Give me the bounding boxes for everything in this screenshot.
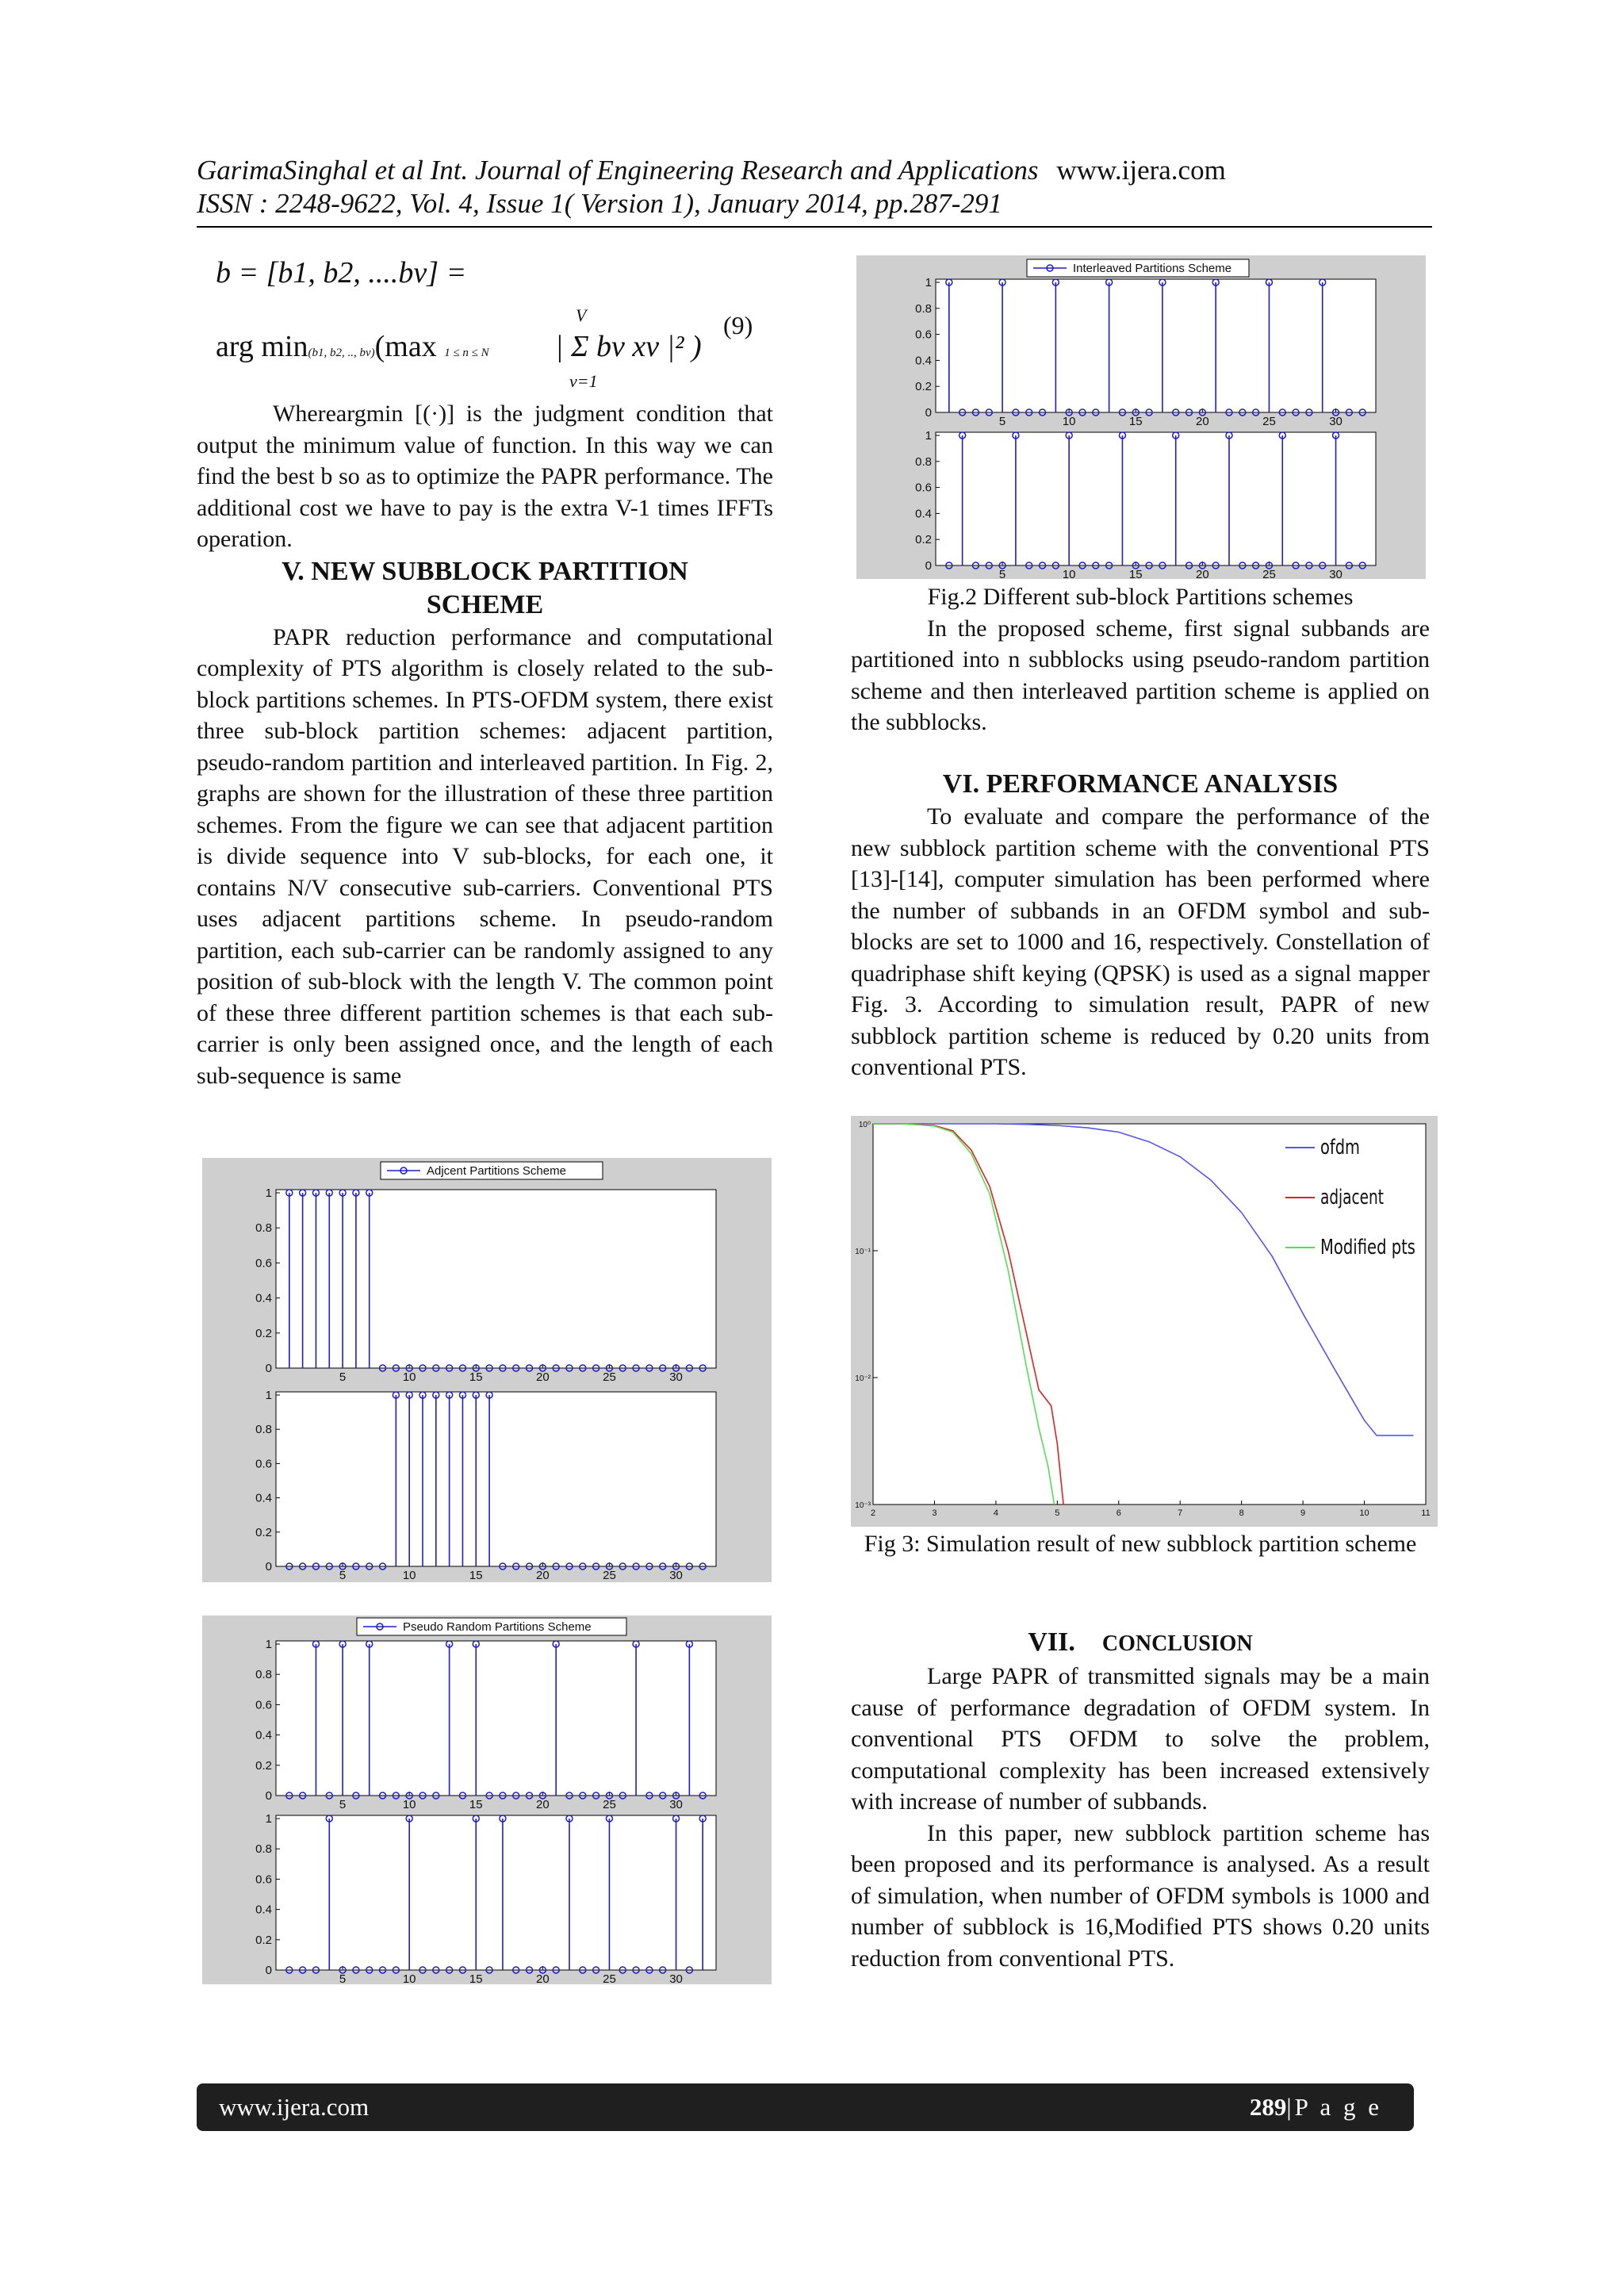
subplot-axes [276,1392,716,1566]
legend-label: Interleaved Partitions Scheme [1073,262,1232,275]
y-tick-label: 0.6 [255,1872,272,1887]
x-tick-label: 20 [536,1972,550,1984]
y-tick-label: 0.2 [255,1326,272,1340]
x-tick-label: 3 [932,1508,937,1518]
issn-line: ISSN : 2248-9622, Vol. 4, Issue 1( Version 1), January 2014, pp.287-291 [197,188,1002,219]
x-tick-label: 10 [402,1569,416,1582]
x-tick-label: 25 [603,1798,616,1811]
subplot-axes [936,432,1376,565]
x-tick-label: 30 [1329,568,1342,579]
adjacent-stem-plot [202,1158,772,1582]
section-v-heading: V. NEW SUBBLOCK PARTITION SCHEME [282,556,688,619]
y-tick-label: 0.2 [915,380,932,394]
y-tick-label: 0.2 [915,533,932,547]
y-tick-label: 0.4 [255,1491,272,1505]
footer-url[interactable]: www.ijera.com [219,2093,370,2121]
x-tick-label: 7 [1178,1508,1183,1518]
x-tick-label: 10 [1062,415,1076,428]
x-tick-label: 30 [669,1370,683,1384]
x-tick-label: 15 [469,1798,483,1811]
x-tick-label: 10 [402,1798,416,1811]
x-tick-label: 25 [603,1972,616,1984]
page-label: |P a g e [1286,2093,1382,2121]
page-number: 289 [1249,2093,1287,2121]
x-tick-label: 15 [1128,568,1143,579]
x-tick-label: 10 [1359,1508,1369,1518]
right-column [851,581,1430,738]
y-tick-label: 0.6 [255,1256,272,1271]
y-tick-label: 1 [925,429,932,443]
x-tick-label: 5 [339,1370,347,1384]
y-tick-label: 10⁻² [855,1374,871,1383]
subplot-axes [276,1815,716,1970]
x-tick-label: 20 [536,1798,550,1811]
y-tick-label: 10⁻³ [855,1501,871,1510]
y-tick-label: 0.6 [255,1457,272,1471]
x-tick-label: 4 [993,1508,998,1518]
y-tick-label: 0.8 [915,301,932,316]
y-tick-label: 1 [265,1812,272,1826]
y-tick-label: 0.8 [255,1668,272,1682]
y-tick-label: 0.8 [255,1221,272,1236]
subplot-axes [276,1641,716,1796]
y-tick-label: 0.6 [915,481,932,495]
x-tick-label: 20 [536,1569,550,1582]
journal-header [197,155,1226,186]
x-tick-label: 10 [402,1370,416,1384]
y-tick-label: 0 [925,559,932,573]
paragraph-conclusion-2: In this paper, new subblock partition scheme has been proposed and its performance is analysed. As a result of simulation, when number of OFDM symbols is 1000 and number of subblock is 16,Modified PTS shows 0.20 units reduction from conventional PTS. [851,1819,1430,1972]
pseudo-random-stem-plot [202,1616,772,1984]
x-tick-label: 30 [669,1972,683,1984]
y-tick-label: 0.8 [255,1842,272,1857]
figure-adjacent [202,1158,772,1582]
x-tick-label: 20 [1196,568,1209,579]
y-tick-label: 1 [925,276,932,289]
x-tick-label: 5 [998,568,1006,579]
argmin-sub: (b1, b2, .., bv) [308,347,375,359]
y-tick-label: 0.2 [255,1758,272,1773]
x-tick-label: 25 [603,1569,616,1582]
y-tick-label: 0.4 [255,1728,272,1742]
sum-bottom: v=1 [569,371,598,391]
x-tick-label: 5 [998,415,1006,428]
x-tick-label: 5 [1055,1508,1060,1518]
y-tick-label: 0.6 [255,1698,272,1712]
x-tick-label: 15 [1128,415,1143,428]
x-tick-label: 25 [1262,568,1276,579]
sum-top: V [576,305,587,325]
equation-argmin [216,329,489,364]
y-tick-label: 0 [265,1964,272,1977]
max-sub: 1 ≤ n ≤ N [444,347,489,359]
y-tick-label: 10⁰ [858,1121,871,1129]
legend-label: Adjcent Partitions Scheme [427,1164,566,1178]
x-tick-label: 5 [339,1972,347,1984]
x-tick-label: 5 [339,1569,347,1582]
page-footer [197,2083,1414,2131]
x-tick-label: 2 [870,1508,876,1518]
y-tick-label: 1 [265,1186,272,1200]
paragraph-argmin: Whereargmin [(·)] is the judgment condition that output the minimum value of function. In this way we can find the best b so as to optimize the PAPR performance. The additional cost we have to pay is the extra V-1 times IFFTs operation. [197,401,773,552]
y-tick-label: 10⁻¹ [855,1248,871,1256]
subplot-axes [936,279,1376,412]
y-tick-label: 0 [265,1362,272,1375]
paragraph-performance: To evaluate and compare the performance of the new subblock partition scheme with the conventional PTS [13]-[14], computer simulation has been performed where the number of subbands in an OFDM symbol and sub- blocks are set to 1000 and 16, respectively. Constellation of quadriphase shift keying (QPSK) is used as a signal mapper Fig. 3. According to simulation result, PAPR of new subblock partition scheme is reduced by 0.20 units from conventional PTS. [851,803,1430,1080]
x-tick-label: 25 [1262,415,1276,428]
y-tick-label: 1 [265,1389,272,1402]
y-tick-label: 0.2 [255,1525,272,1539]
x-tick-label: 5 [339,1798,347,1811]
x-tick-label: 20 [1196,415,1209,428]
fig2-caption: Fig.2 Different sub-block Partitions schemes [927,584,1354,610]
section-vii-number: VII. [1028,1627,1075,1657]
fig3-caption-block [851,1528,1430,1560]
header-url[interactable]: www.ijera.com [1056,155,1226,186]
subplot-axes [276,1190,716,1368]
x-tick-label: 20 [536,1370,550,1384]
ccdf-line-chart [851,1116,1438,1527]
legend-label: Pseudo Random Partitions Scheme [403,1620,592,1634]
left-column-top [197,398,773,1091]
interleaved-stem-plot [856,255,1426,579]
figure-pseudo-random [202,1616,772,1984]
journal-title: GarimaSinghal et al Int. Journal of Engineering Research and Applications [197,155,1039,186]
x-tick-label: 30 [669,1569,683,1582]
equation-number: (9) [723,311,753,339]
y-tick-label: 0.6 [915,328,932,342]
section-vii-title: CONCLUSION [1101,1631,1253,1656]
legend-label: Modified pts [1320,1236,1415,1259]
paragraph-conclusion-1: Large PAPR of transmitted signals may be a main cause of performance degradation of OFDM system. In conventional PTS OFDM to solve the problem, computational complexity has been increased extensively with increase of number of subbands. [851,1663,1430,1815]
y-tick-label: 0 [265,1560,272,1573]
x-tick-label: 15 [469,1370,483,1384]
y-tick-label: 0.2 [255,1933,272,1947]
fig3-caption: Fig 3: Simulation result of new subblock partition scheme [864,1531,1417,1557]
x-tick-label: 15 [469,1569,483,1582]
section-vi-heading: VI. PERFORMANCE ANALYSIS [942,769,1339,799]
x-tick-label: 11 [1421,1508,1431,1518]
y-tick-label: 0.4 [255,1291,272,1305]
right-column-conclusion [851,1626,1430,1974]
y-tick-label: 0 [925,406,932,420]
x-tick-label: 8 [1239,1508,1244,1518]
y-tick-label: 0.4 [255,1903,272,1917]
x-tick-label: 6 [1116,1508,1121,1518]
paragraph-partition: PAPR reduction performance and computational complexity of PTS algorithm is closely related to the sub-block partitions schemes. In PTS-OFDM system, there exist three sub-block partition schemes: adjacent partition, pseudo-random partition and interleaved partition. In Fig. 2, graphs are shown for the illustration of these three partition schemes. From the figure we can see that adjacent partition is divide sequence into V sub-blocks, for each one, it contains N/V consecutive sub-carriers. Conventional PTS uses adjacent partitions scheme. In pseudo-random partition, each sub-carrier can be randomly assigned to any position of sub-block with the length V. The common point of these three different partition schemes is that each sub-carrier is only been assigned once, and the length of each sub-sequence is same [197,623,773,1089]
max-text: (max [374,330,437,363]
legend-label: adjacent [1320,1186,1384,1209]
equation-b-def: b = [b1, b2, ....bv] = [216,256,467,289]
x-tick-label: 9 [1300,1508,1306,1518]
y-tick-label: 0.4 [915,507,932,521]
legend-label: ofdm [1320,1136,1360,1159]
x-tick-label: 10 [1062,568,1076,579]
section-vii-heading [851,1626,1430,1661]
x-tick-label: 30 [1329,415,1342,428]
equation-body: | Σ bv xv |² ) [555,330,702,363]
y-tick-label: 1 [265,1638,272,1651]
y-tick-label: 0.8 [255,1423,272,1437]
paragraph-proposed: In the proposed scheme, first signal subbands are partitioned into n subblocks using pseudo-random partition scheme and then interleaved partition scheme is applied on the subblocks. [851,615,1430,735]
argmin-text: arg min [216,330,308,363]
y-tick-label: 0.4 [915,354,932,368]
x-tick-label: 10 [402,1972,416,1984]
header-rule [197,226,1432,228]
footer-page [1250,2093,1382,2122]
x-tick-label: 30 [669,1798,683,1811]
y-tick-label: 0 [265,1789,272,1803]
figure-ccdf [851,1116,1438,1527]
y-tick-label: 0.8 [915,454,932,469]
figure-interleaved [856,255,1426,579]
x-tick-label: 25 [603,1370,616,1384]
right-column-performance [851,768,1430,1083]
x-tick-label: 15 [469,1972,483,1984]
